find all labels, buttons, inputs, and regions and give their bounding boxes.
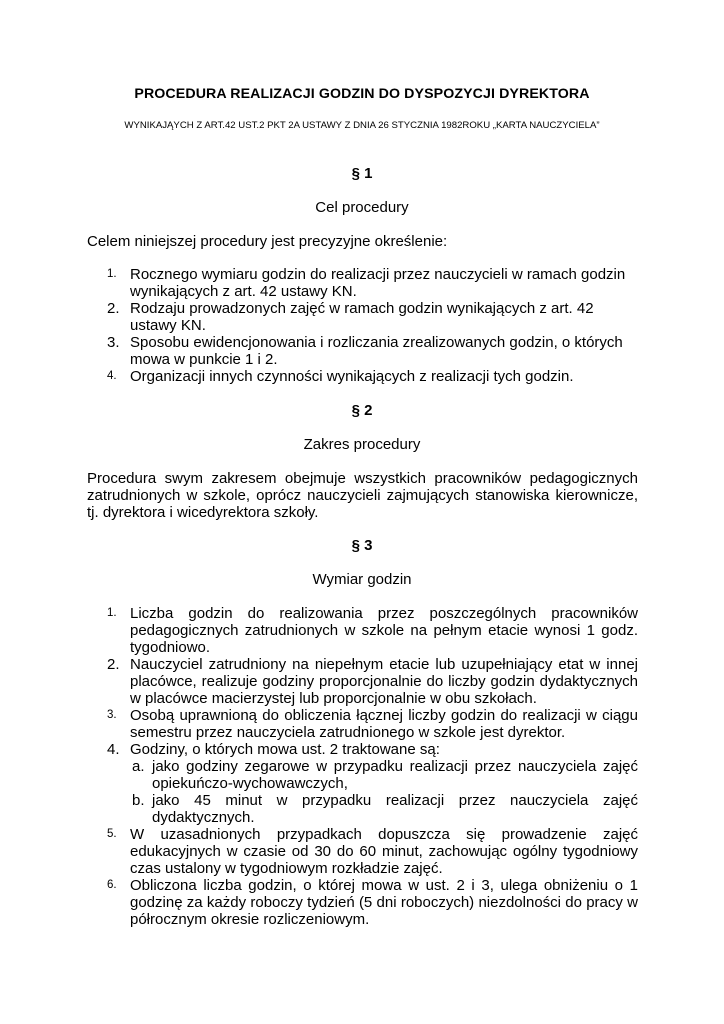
section-3-number: § 3 [351, 537, 373, 554]
section-1-heading: Cel procedury [315, 199, 409, 216]
section-1-list [87, 266, 638, 385]
list-item: 3. Sposobu ewidencjonowania i rozliczania zrealizowanych godzin, o których mowa w punkcie 1 i 2. [107, 334, 623, 368]
section-2-number: § 2 [351, 402, 373, 419]
list-item: 4. Godziny, o których mowa ust. 2 traktowane są: a. jako godziny zegarowe w przypadku realizacji przez nauczyciela zajęć opiekuńczo-wychowawczych, b. jako 45 minut w przypadku realizacji przez nauczyciela zajęć dydaktycznych. [107, 741, 638, 826]
sublist-item: b. jako 45 minut w przypadku realizacji przez nauczyciela zajęć dydaktycznych. [132, 792, 638, 826]
section-2-heading: Zakres procedury [303, 436, 421, 453]
document-subtitle: WYNIKAJĄYCH Z ART.42 UST.2 PKT 2A USTAWY Z DNIA 26 STYCZNIA 1982ROKU „KARTA NAUCZYCIELA” [124, 120, 600, 131]
section-1-number: § 1 [351, 165, 373, 182]
list-item: 6. Obliczona liczba godzin, o której mowa w ust. 2 i 3, ulega obniżeniu o 1 godzinę za każdy roboczy tydzień (5 dni roboczych) niezdolności do pracy w półrocznym okresie rozliczeniowym. [107, 877, 638, 928]
list-item: 1. Rocznego wymiaru godzin do realizacji przez nauczycieli w ramach godzin wynikających z art. 42 ustawy KN. [107, 266, 626, 300]
document-title: PROCEDURA REALIZACJI GODZIN DO DYSPOZYCJI DYREKTORA [134, 86, 590, 102]
section-3-heading: Wymiar godzin [312, 571, 412, 588]
list-item: 5. W uzasadnionych przypadkach dopuszcza się prowadzenie zajęć edukacyjnych w czasie od 30 do 60 minut, zachowując ogólny tygodniowy czas ustalony w tygodniowym rozkładzie zajęć. [107, 826, 638, 877]
list-item: 1. Liczba godzin do realizowania przez poszczególnych pracowników pedagogicznych zatrudnionych w szkole na pełnym etacie wynosi 1 godz. tygodniowo. [107, 605, 638, 656]
list-item: 2. Rodzaju prowadzonych zajęć w ramach godzin wynikających z art. 42 ustawy KN. [107, 300, 594, 334]
section-2-paragraph: Procedura swym zakresem obejmuje wszystkich pracowników pedagogicznych zatrudnionych w szkole, oprócz nauczycieli zajmujących stanowiska kierownicze, tj. dyrektora i wicedyrektora szkoły. [87, 470, 638, 521]
list-item: 2. Nauczyciel zatrudniony na niepełnym etacie lub uzupełniający etat w innej placówce, realizuje godziny proporcjonalnie do liczby godzin dydaktycznych w placówce macierzystej lub proporcjonalnie w obu szkołach. [107, 656, 638, 707]
list-item: 4. Organizacji innych czynności wynikających z realizacji tych godzin. [107, 368, 574, 385]
section-3-list [87, 605, 638, 928]
sublist-item: a. jako godziny zegarowe w przypadku realizacji przez nauczyciela zajęć opiekuńczo-wychowawczych, [132, 758, 638, 792]
section-3-sublist [130, 758, 638, 826]
list-item: 3. Osobą uprawnioną do obliczenia łącznej liczby godzin do realizacji w ciągu semestru przez nauczyciela zatrudnionego w szkole jest dyrektor. [107, 707, 638, 741]
section-1-intro: Celem niniejszej procedury jest precyzyjne określenie: [87, 233, 448, 250]
